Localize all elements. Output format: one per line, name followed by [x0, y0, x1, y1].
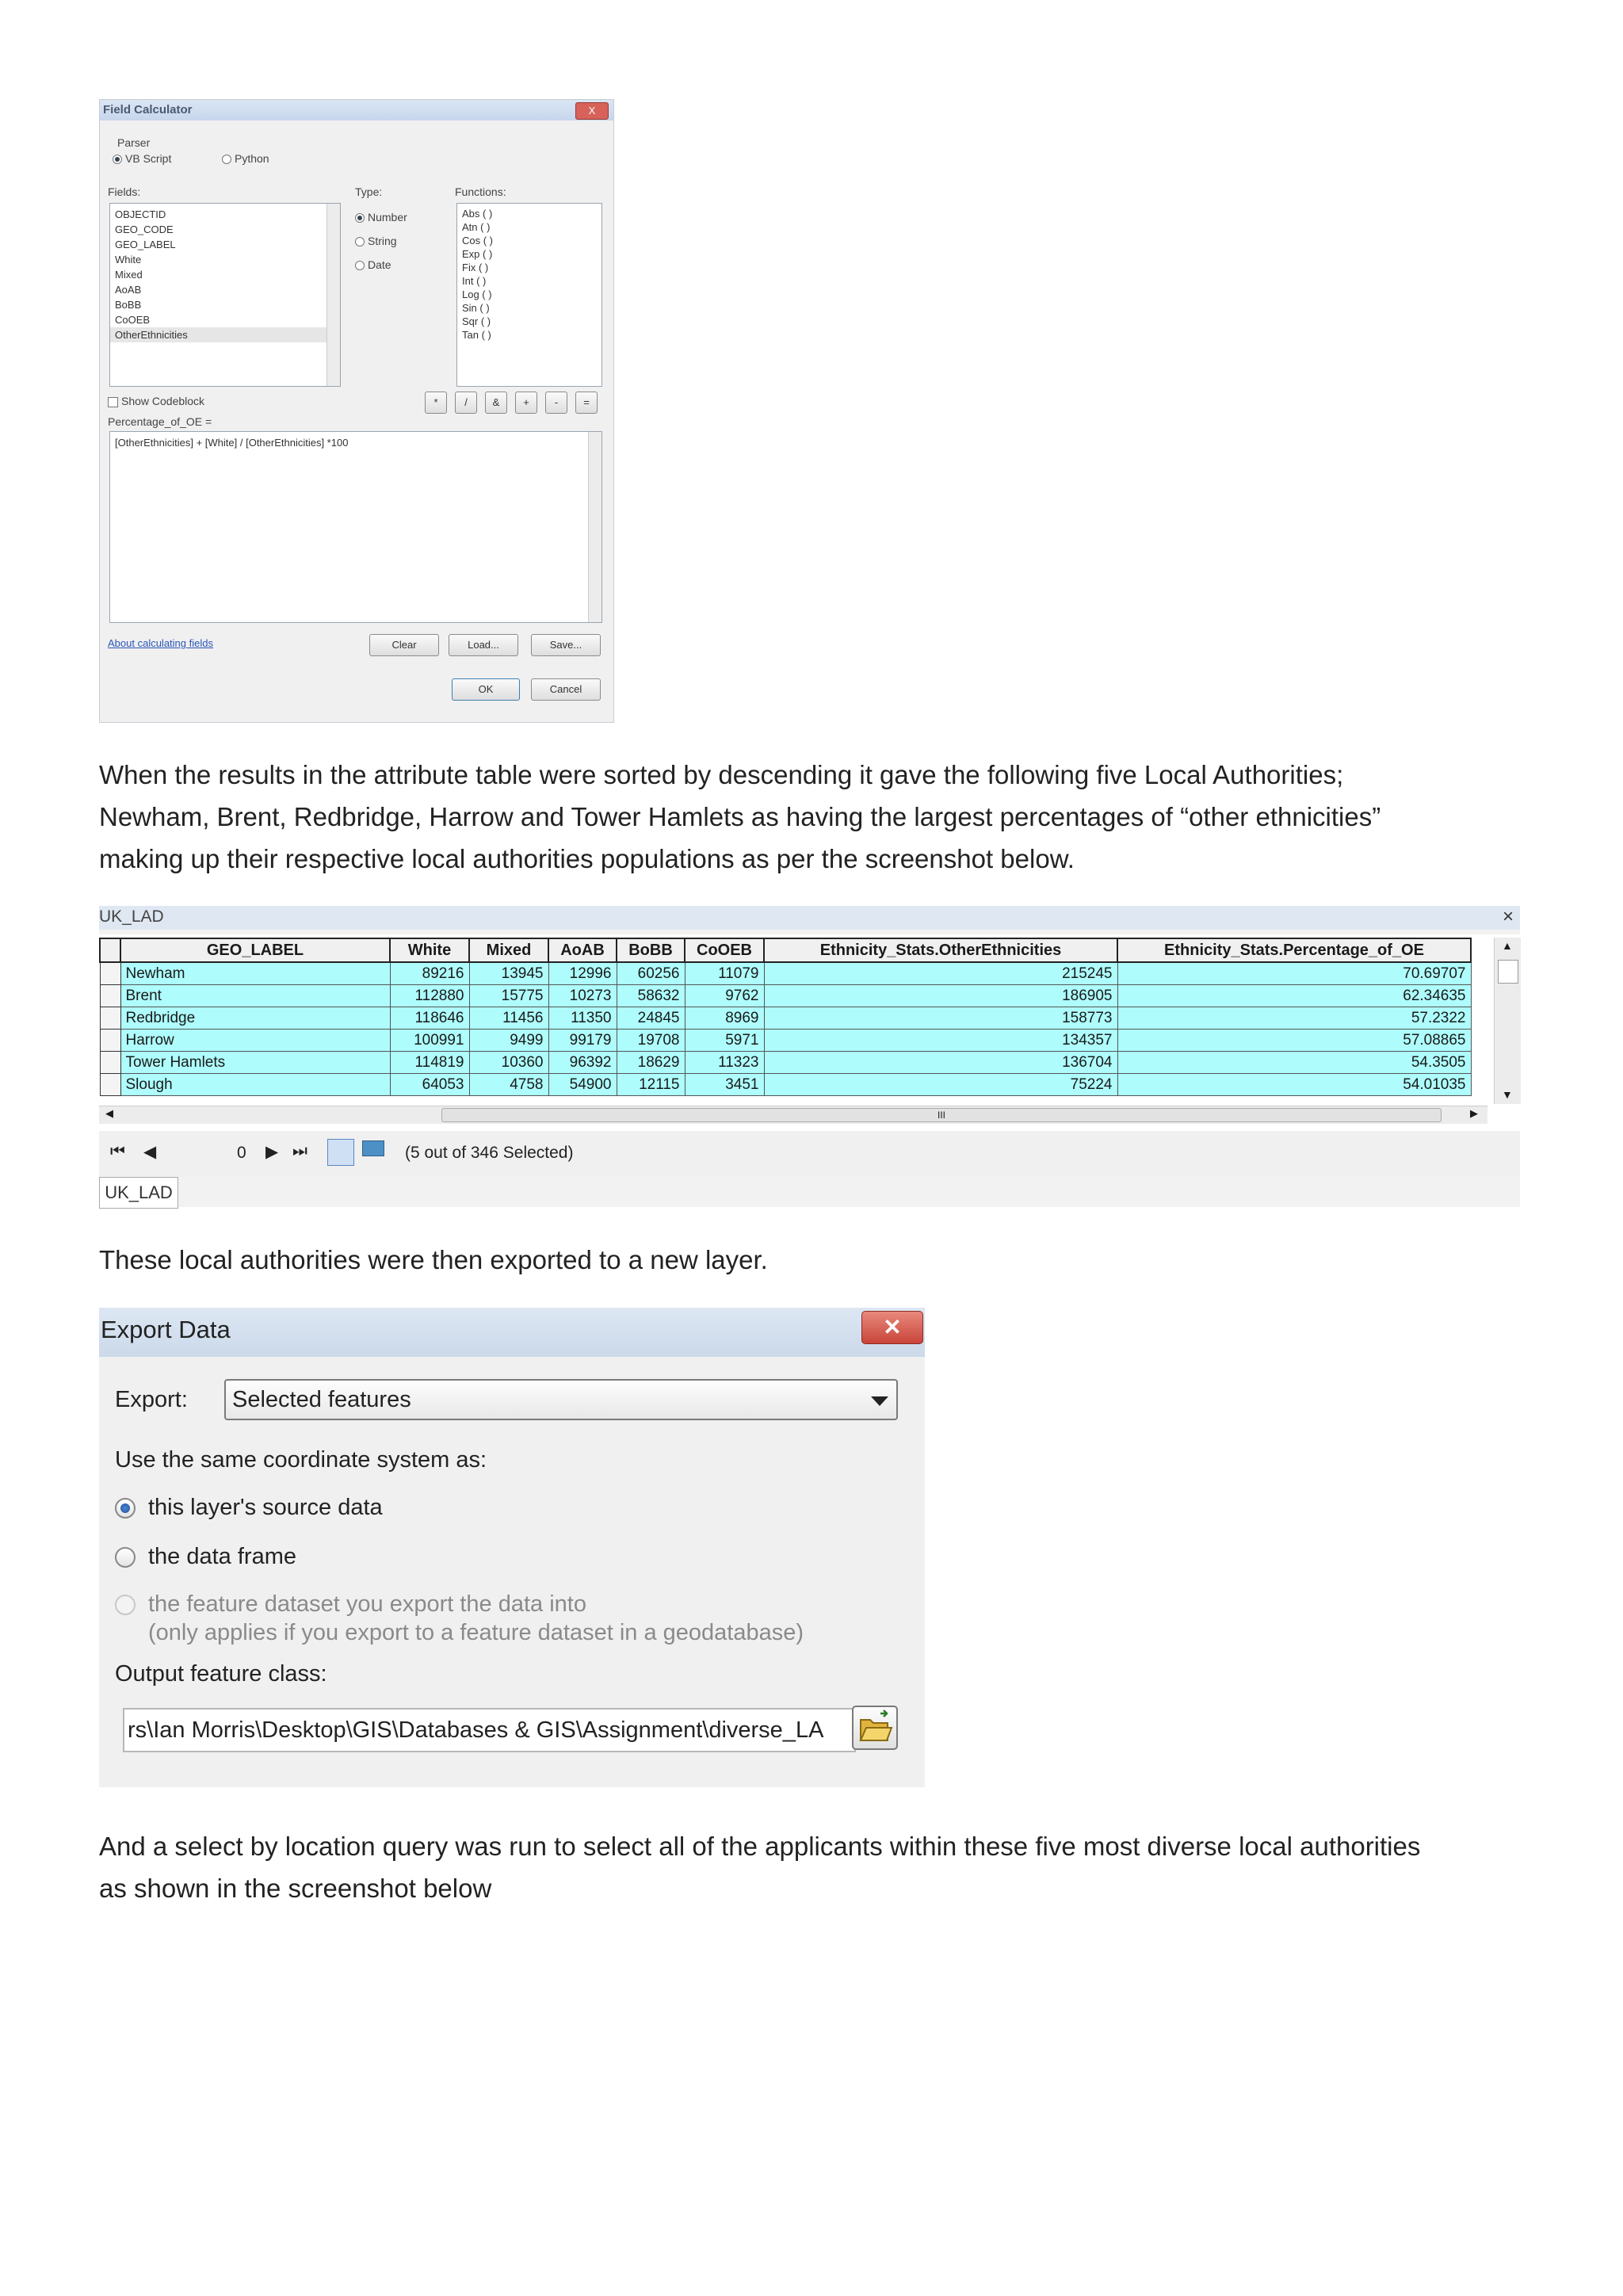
- paragraph-line: Newham, Brent, Redbridge, Harrow and Tower Hamlets as having the largest percentages of “other ethnicities”: [99, 802, 1381, 831]
- table-cell: 57.2322: [1117, 1007, 1471, 1030]
- type-date-option[interactable]: Date: [355, 258, 407, 271]
- table-cell: 9499: [469, 1030, 548, 1052]
- table-cell: 11079: [685, 962, 764, 985]
- type-options: [355, 211, 407, 271]
- radio-feature-dataset: [115, 1595, 136, 1615]
- scroll-thumb-horizontal[interactable]: III: [441, 1108, 1442, 1122]
- table-cell: 18629: [617, 1052, 685, 1074]
- output-feature-class-label: Output feature class:: [115, 1661, 327, 1687]
- table-cell: 11350: [548, 1007, 617, 1030]
- export-select-value: Selected features: [232, 1387, 411, 1412]
- table-cell: 13945: [469, 962, 548, 985]
- ok-button[interactable]: OK: [452, 678, 520, 701]
- column-header[interactable]: Ethnicity_Stats.OtherEthnicities: [764, 938, 1117, 962]
- table-cell: 10273: [548, 985, 617, 1007]
- parser-vb-option[interactable]: VB Script: [113, 152, 171, 165]
- save-button[interactable]: Save...: [531, 634, 601, 656]
- table-navigation-bar: [99, 1131, 1520, 1177]
- column-header[interactable]: AoAB: [548, 938, 617, 962]
- function-list-item[interactable]: Int ( ): [462, 275, 487, 287]
- column-header[interactable]: BoBB: [617, 938, 685, 962]
- option-feature-dataset-note: (only applies if you export to a feature dataset in a geodatabase): [148, 1620, 804, 1645]
- next-record-icon[interactable]: ▶: [265, 1143, 279, 1161]
- function-list-item[interactable]: Log ( ): [462, 288, 492, 300]
- parser-python-option[interactable]: Python: [222, 152, 269, 165]
- function-list-item[interactable]: Sqr ( ): [462, 315, 491, 327]
- option-data-frame-label: the data frame: [148, 1544, 296, 1569]
- function-list-item[interactable]: Sin ( ): [462, 302, 490, 314]
- operator-button[interactable]: &: [485, 392, 507, 414]
- function-list-item[interactable]: Exp ( ): [462, 248, 493, 260]
- row-selector[interactable]: [100, 985, 120, 1007]
- attribute-table: [99, 938, 1472, 1096]
- field-calculator-dialog: [99, 99, 614, 723]
- scroll-up-icon[interactable]: ▲: [1502, 939, 1513, 952]
- checkbox-icon: [108, 397, 118, 407]
- table-cell: Harrow: [120, 1030, 390, 1052]
- table-cell: 8969: [685, 1007, 764, 1030]
- horizontal-scrollbar[interactable]: [99, 1106, 1487, 1124]
- dialog-title: Export Data: [101, 1316, 231, 1343]
- function-list-item[interactable]: Cos ( ): [462, 235, 493, 246]
- table-cell: 114819: [390, 1052, 469, 1074]
- table-cell: 10360: [469, 1052, 548, 1074]
- table-cell: Newham: [120, 962, 390, 985]
- field-calculator-titlebar: [100, 100, 613, 120]
- table-cell: 96392: [548, 1052, 617, 1074]
- output-path-input[interactable]: [123, 1708, 856, 1752]
- operator-button[interactable]: *: [425, 392, 447, 414]
- operator-button[interactable]: +: [515, 392, 537, 414]
- field-list-item[interactable]: Mixed: [115, 269, 143, 281]
- clear-button[interactable]: Clear: [369, 634, 439, 656]
- table-cell: 54900: [548, 1074, 617, 1096]
- table-cell: 4758: [469, 1074, 548, 1096]
- row-selector[interactable]: [100, 1074, 120, 1096]
- table-cell: 186905: [764, 985, 1117, 1007]
- close-button[interactable]: X: [575, 102, 609, 120]
- last-record-icon[interactable]: ⏭: [292, 1142, 307, 1160]
- operator-button[interactable]: -: [545, 392, 567, 414]
- table-window-title: UK_LAD: [99, 907, 164, 926]
- table-row[interactable]: [100, 1074, 1471, 1096]
- table-cell: Redbridge: [120, 1007, 390, 1030]
- functions-label: Functions:: [455, 185, 506, 198]
- table-row[interactable]: [100, 962, 1471, 985]
- row-selector[interactable]: [100, 1007, 120, 1030]
- table-cell: 100991: [390, 1030, 469, 1052]
- scroll-down-icon[interactable]: ▼: [1502, 1088, 1513, 1101]
- paragraph-export: These local authorities were then exported to a new layer.: [99, 1245, 768, 1274]
- paragraph-line: making up their respective local authorities populations as per the screenshot below.: [99, 844, 1075, 873]
- table-row[interactable]: [100, 1030, 1471, 1052]
- radio-icon: [113, 155, 122, 164]
- row-selector[interactable]: [100, 1052, 120, 1074]
- field-list-item[interactable]: OtherEthnicities: [110, 327, 340, 342]
- table-cell: 24845: [617, 1007, 685, 1030]
- option-source-data-label: this layer's source data: [148, 1495, 383, 1520]
- function-list-item[interactable]: Tan ( ): [462, 329, 491, 341]
- show-all-records-icon[interactable]: [327, 1139, 354, 1166]
- load-button[interactable]: Load...: [449, 634, 518, 656]
- table-row[interactable]: [100, 1052, 1471, 1074]
- parser-label: Parser: [117, 136, 151, 149]
- row-selector[interactable]: [100, 962, 120, 985]
- radio-data-frame[interactable]: [115, 1547, 136, 1568]
- table-cell: 54.01035: [1117, 1074, 1471, 1096]
- column-header[interactable]: White: [390, 938, 469, 962]
- paragraph-results: [99, 754, 1526, 880]
- dialog-title: Field Calculator: [103, 103, 193, 117]
- table-cell: 12115: [617, 1074, 685, 1096]
- table-cell: 57.08865: [1117, 1030, 1471, 1052]
- browse-button[interactable]: [852, 1706, 898, 1750]
- table-cell: 118646: [390, 1007, 469, 1030]
- column-header[interactable]: Mixed: [469, 938, 548, 962]
- column-header[interactable]: Ethnicity_Stats.Percentage_of_OE: [1117, 938, 1471, 962]
- table-cell: Brent: [120, 985, 390, 1007]
- radio-icon: [222, 155, 231, 164]
- attribute-table-titlebar: [99, 906, 1520, 930]
- table-row[interactable]: [100, 985, 1471, 1007]
- table-cell: 99179: [548, 1030, 617, 1052]
- radio-icon: [355, 261, 365, 270]
- first-record-icon[interactable]: ⏮: [110, 1142, 125, 1160]
- scroll-thumb[interactable]: [1498, 960, 1518, 984]
- table-cell: 158773: [764, 1007, 1117, 1030]
- cancel-button[interactable]: Cancel: [531, 678, 601, 701]
- row-selector[interactable]: [100, 1030, 120, 1052]
- column-header[interactable]: CoOEB: [685, 938, 764, 962]
- expression-text: [OtherEthnicities] + [White] / [OtherEthnicities] *100: [115, 437, 349, 449]
- function-list-item[interactable]: Fix ( ): [462, 262, 489, 273]
- previous-record-icon[interactable]: ◀: [143, 1143, 157, 1161]
- expression-input[interactable]: [109, 431, 602, 623]
- table-cell: 112880: [390, 985, 469, 1007]
- export-titlebar: [99, 1308, 925, 1357]
- table-cell: 75224: [764, 1074, 1117, 1096]
- table-cell: 58632: [617, 985, 685, 1007]
- table-cell: 60256: [617, 962, 685, 985]
- radio-source-data[interactable]: [115, 1498, 136, 1519]
- row-selector-header[interactable]: [100, 938, 120, 962]
- coordinate-system-label: Use the same coordinate system as:: [115, 1447, 487, 1473]
- table-tab[interactable]: UK_LAD: [99, 1177, 178, 1209]
- operator-button[interactable]: =: [575, 392, 598, 414]
- field-list-item[interactable]: CoOEB: [115, 314, 151, 326]
- type-label: Type:: [355, 185, 383, 198]
- paragraph-line: And a select by location query was run to select all of the applicants within these five most diverse local authorities: [99, 1832, 1421, 1861]
- column-header[interactable]: GEO_LABEL: [120, 938, 390, 962]
- option-feature-dataset-label: the feature dataset you export the data into: [148, 1591, 586, 1617]
- fields-list[interactable]: [109, 203, 341, 387]
- fields-label: Fields:: [108, 185, 141, 198]
- field-list-item[interactable]: AoAB: [115, 284, 142, 296]
- show-codeblock-checkbox[interactable]: Show Codeblock: [108, 395, 204, 407]
- expression-label: Percentage_of_OE =: [108, 415, 212, 428]
- paragraph-line: as shown in the screenshot below: [99, 1874, 492, 1903]
- close-button[interactable]: ✕: [861, 1311, 923, 1344]
- field-list-item[interactable]: White: [115, 254, 142, 266]
- field-list-item[interactable]: GEO_CODE: [115, 223, 174, 235]
- table-cell: Slough: [120, 1074, 390, 1096]
- table-cell: 89216: [390, 962, 469, 985]
- table-cell: 3451: [685, 1074, 764, 1096]
- export-select[interactable]: [224, 1379, 898, 1420]
- type-string-option[interactable]: String: [355, 235, 407, 247]
- about-link[interactable]: About calculating fields: [108, 637, 213, 649]
- table-row[interactable]: [100, 1007, 1471, 1030]
- radio-icon: [355, 237, 365, 246]
- attribute-table-window: [99, 906, 1520, 1207]
- close-icon[interactable]: ×: [1502, 906, 1514, 927]
- expression-scrollbar[interactable]: [588, 432, 601, 622]
- table-cell: 5971: [685, 1030, 764, 1052]
- table-cell: 11323: [685, 1052, 764, 1074]
- operator-button[interactable]: /: [455, 392, 477, 414]
- table-cell: 54.3505: [1117, 1052, 1471, 1074]
- fields-scrollbar[interactable]: [327, 204, 340, 386]
- table-cell: 215245: [764, 962, 1117, 985]
- selection-status: (5 out of 346 Selected): [405, 1144, 574, 1162]
- field-list-item[interactable]: BoBB: [115, 299, 142, 311]
- table-cell: 12996: [548, 962, 617, 985]
- table-cell: 19708: [617, 1030, 685, 1052]
- table-cell: 136704: [764, 1052, 1117, 1074]
- table-cell: 62.34635: [1117, 985, 1471, 1007]
- scroll-left-icon[interactable]: ◀: [105, 1107, 113, 1119]
- function-list-item[interactable]: Abs ( ): [462, 208, 493, 220]
- table-cell: 11456: [469, 1007, 548, 1030]
- record-number-input[interactable]: 0: [237, 1144, 246, 1162]
- function-list-item[interactable]: Atn ( ): [462, 221, 491, 233]
- field-list-item[interactable]: GEO_LABEL: [115, 239, 176, 250]
- vertical-scrollbar[interactable]: [1494, 938, 1521, 1104]
- table-cell: 15775: [469, 985, 548, 1007]
- table-cell: 9762: [685, 985, 764, 1007]
- chevron-down-icon: [871, 1396, 888, 1406]
- radio-icon: [355, 213, 365, 223]
- paragraph-select-by-location: [99, 1825, 1526, 1909]
- export-data-dialog: [99, 1308, 925, 1787]
- scroll-right-icon[interactable]: ▶: [1470, 1107, 1478, 1119]
- table-cell: 70.69707: [1117, 962, 1471, 985]
- table-cell: 134357: [764, 1030, 1117, 1052]
- show-selected-records-icon[interactable]: [362, 1140, 384, 1156]
- export-label: Export:: [115, 1387, 188, 1412]
- output-path-value: rs\Ian Morris\Desktop\GIS\Databases & GIS\Assignment\diverse_LA: [128, 1717, 824, 1743]
- type-number-option[interactable]: Number: [355, 211, 407, 223]
- table-cell: 64053: [390, 1074, 469, 1096]
- functions-list[interactable]: [456, 203, 602, 387]
- folder-open-icon: [854, 1707, 896, 1748]
- field-list-item[interactable]: OBJECTID: [115, 208, 166, 220]
- paragraph-line: When the results in the attribute table were sorted by descending it gave the following five Local Authorities;: [99, 760, 1344, 789]
- table-cell: Tower Hamlets: [120, 1052, 390, 1074]
